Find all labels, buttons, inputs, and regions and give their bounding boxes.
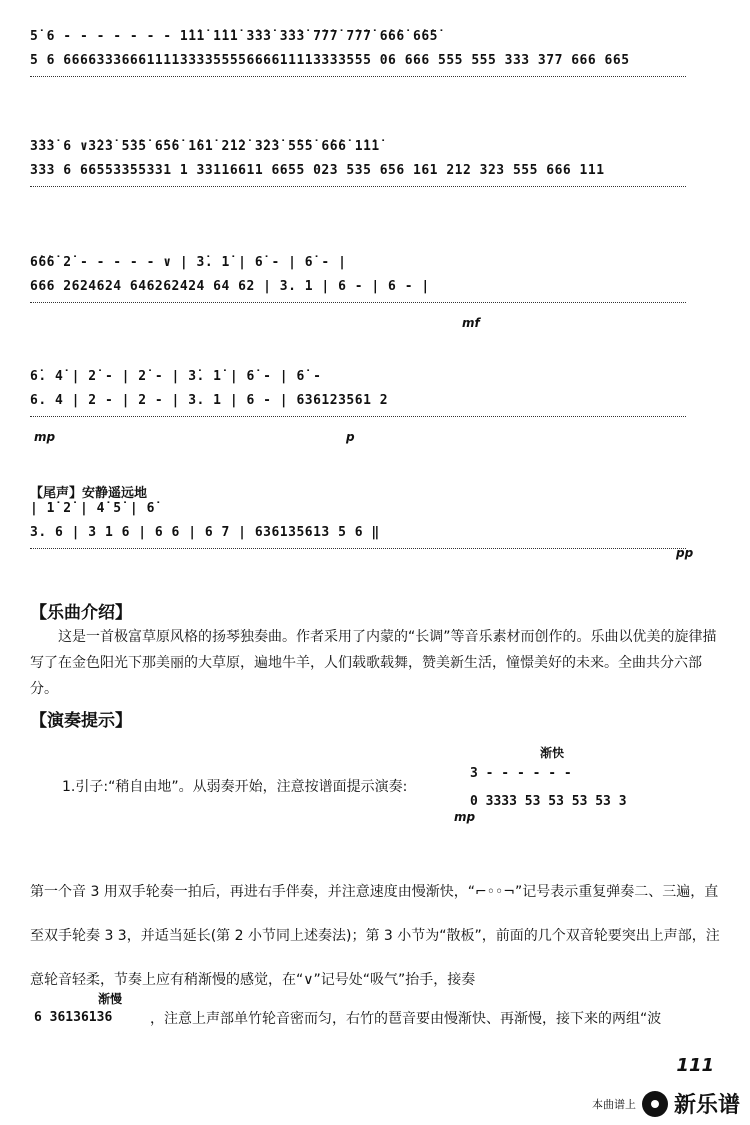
- footer-logo: [592, 1088, 740, 1119]
- score-line-1-upper: 5̇ 6 - - - - - - - 1̇1̇1̇ 1̇1̇1̇ 3̇3̇3̇ 3̇3̇3̇ 7̇7̇7̇ 7̇7̇7̇ 6̇6̇6̇ 6̇6̇5̇: [30, 29, 439, 44]
- tip1-label: 1.引子:“稍自由地”。从弱奏开始，注意按谱面提示演奏:: [62, 779, 408, 795]
- tip-paragraph-2: 第一个音 3 用双手轮奏一拍后，再进右手伴奏，并注意速度由慢渐快，“⌐◦◦¬”记号表示重复弹奏二、三遍，直至双手轮奏 3 3，并适当延长(第 2 小节同上述奏法)；第 3 小节为“散板”，前面的几个双音轮要突出上声部，注意轮音轻柔，节奏上应有稍渐慢的感觉，在“∨”记号处“吸气”抬手，接奏: [30, 884, 720, 988]
- rhythm-underline: [30, 412, 686, 417]
- score-line-4-lower: 6. 4 | 2 - | 2 - | 3. 1 | 6 - | 636123561 2: [30, 393, 389, 408]
- score-line-2-upper: 3̇3̇3̇ 6 ∨3̇2̇3̇ 5̇3̇5̇ 6̇5̇6̇ 1̇6̇1̇ 2̇1̇2̇ 3̇2̇3̇ 5̇5̇5̇ 6̇6̇6̇ 1̇1̇1̇: [30, 139, 380, 154]
- score-line-5-upper: | 1̇ 2̇ | 4̇ 5̇ | 6̇: [30, 501, 155, 516]
- tip1-tempo: 渐快: [540, 746, 565, 760]
- tips-heading: 【演奏提示】: [30, 711, 132, 731]
- tip-paragraph-3: ，注意上声部单竹轮音密而匀，右竹的琶音要由慢渐快、再渐慢，接下来的两组“波: [150, 1011, 662, 1027]
- record-disc-icon: [642, 1091, 668, 1117]
- intro-paragraph: 这是一首极富草原风格的扬琴独奏曲。作者采用了内蒙的“长调”等音乐素材而创作的。乐曲以优美的旋律描写了在金色阳光下那美丽的大草原，遍地牛羊，人们载歌载舞，赞美新生活，憧憬美好的未来。全曲共分六部分。: [30, 629, 717, 697]
- footer-brand: 新乐谱: [673, 1093, 740, 1118]
- score-line-3: [30, 254, 720, 303]
- score-line-2-lower: 333 6 66553355331 1 33116611 6655 023 535 656 161 212 323 555 666 111: [30, 163, 605, 178]
- score-line-3-lower: 666 2624624 646262424 64 62 | 3. 1 | 6 - | 6 - |: [30, 279, 430, 294]
- footer-caption: 本曲谱上: [591, 1097, 636, 1111]
- rhythm-underline: [30, 544, 686, 549]
- dynamic-p: p: [346, 430, 355, 444]
- score-line-1-lower: 5 6 6666333666111133335555666611113333555 06 666 555 555 333 377 666 665: [30, 53, 630, 68]
- intro-heading: 【乐曲介绍】: [30, 603, 132, 623]
- page-number: 111: [676, 1055, 714, 1076]
- score-line-1: [30, 28, 720, 77]
- para3-tempo: 渐慢: [98, 992, 123, 1006]
- score-line-4: [30, 368, 720, 417]
- dynamic-mf: mf: [462, 316, 480, 330]
- score-line-2: [30, 138, 720, 187]
- dynamic-mp: mp: [34, 430, 56, 444]
- coda-label: 【尾声】安静遥远地: [30, 486, 148, 501]
- rhythm-underline: [30, 298, 686, 303]
- para3-notes: 6 36136136: [34, 1010, 113, 1025]
- score-line-5: [30, 500, 720, 549]
- tip1-dynamic-mp: mp: [454, 810, 476, 824]
- rhythm-underline: [30, 182, 686, 187]
- tip1-example-lower: 0 3333 53 53 53 53 3: [470, 794, 627, 809]
- score-line-4-upper: 6̇. 4̇ | 2̇ - | 2̇ - | 3̇. 1̇ | 6̇ - | 6̇ -: [30, 369, 322, 384]
- rhythm-underline: [30, 72, 686, 77]
- score-line-3-upper: 6̇6̇6̇ 2̇ - - - - - ∨ | 3̇. 1̇ | 6̇ - | 6̇ - |: [30, 255, 347, 270]
- tip1-example-upper: 3 - - - - - -: [470, 766, 572, 781]
- score-line-5-lower: 3. 6 | 3 1 6 | 6 6 | 6 7 | 636135613 5 6 ‖: [30, 525, 380, 540]
- dynamic-pp: pp: [676, 546, 694, 560]
